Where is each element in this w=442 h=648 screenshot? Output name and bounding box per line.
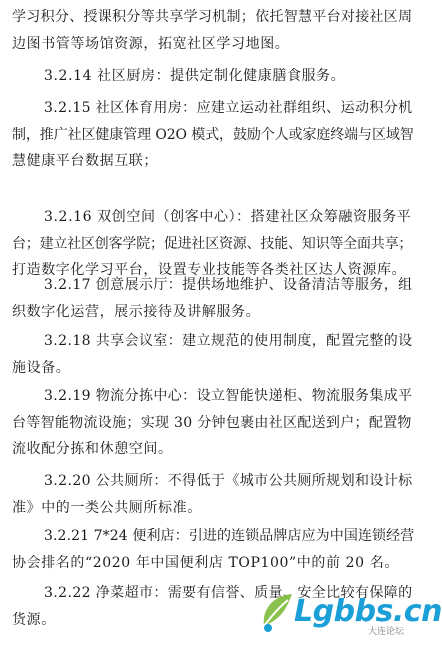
text-line: 流收配分拣和休憩空间。 — [12, 441, 173, 457]
text-line: 3.2.22 净菜超市：需要有信誉、质量、安全比较有保障的 — [44, 585, 413, 601]
clause-3-2-17 — [12, 272, 414, 325]
text-line: 准》中的一类公共厕所标准。 — [12, 499, 202, 516]
text-line: 协会排名的“2020 年中国便利店 TOP100”中的前 20 名。 — [12, 554, 399, 571]
clause-3-2-18 — [12, 328, 414, 381]
text-line: 施设备。 — [12, 359, 71, 376]
text-line: 打造数字化学习平台，设置专业技能等各类社区达人资源库。 — [12, 262, 407, 278]
text-line: 3.2.17 创意展示厅：提供场地维护、设备清洁等服务，组 — [44, 277, 413, 293]
text-line: 3.2.21 7*24 便利店：引进的连锁品牌店应为中国连锁经营 — [44, 528, 415, 544]
paragraph-learning-map — [12, 4, 414, 57]
text-line: 织数字化运营，展示接待及讲解服务。 — [12, 303, 261, 320]
watermark-subtext: 大连论坛 — [368, 627, 405, 637]
site-watermark — [258, 590, 442, 642]
watermark-text: Lgbbs.cn — [294, 594, 442, 629]
text-line: 3.2.19 物流分拣中心：设立智能快递柜、物流服务集成平 — [44, 388, 413, 404]
clause-3-2-14 — [12, 63, 414, 90]
clause-3-2-15 — [12, 95, 414, 175]
clause-3-2-20 — [12, 468, 414, 521]
clause-3-2-21 — [12, 523, 414, 576]
text-line: 3.2.15 社区体育用房：应建立运动社群组织、运动积分机 — [44, 100, 413, 116]
text-line: 学习积分、授课积分等共享学习机制；依托智慧平台对接社区周 — [12, 9, 413, 25]
text-line: 3.2.16 双创空间（创客中心）：搭建社区众筹融资服务平 — [44, 209, 412, 225]
text-line: 3.2.18 共享会议室：建立规范的使用制度，配置完整的设 — [44, 333, 413, 349]
text-line: 边图书管等场馆资源，拓宽社区学习地图。 — [12, 35, 290, 52]
text-line: 制，推广社区健康管理 O2O 模式，鼓励个人或家庭终端与区域智 — [12, 126, 414, 143]
text-line: 台；建立社区创客学院；促进社区资源、技能、知识等全面共享； — [12, 235, 413, 252]
text-line: 慧健康平台数据互联； — [12, 153, 158, 169]
leaf-logo-icon — [258, 590, 296, 634]
clause-3-2-19 — [12, 383, 414, 463]
text-line: 台等智能物流设施；实现 30 分钟包裹由社区配送到户；配置物 — [12, 414, 412, 431]
text-line: 货源。 — [12, 611, 56, 628]
text-line: 3.2.14 社区厨房：提供定制化健康膳食服务。 — [44, 68, 346, 84]
text-line: 3.2.20 公共厕所：不得低于《城市公共厕所规划和设计标 — [44, 473, 413, 489]
